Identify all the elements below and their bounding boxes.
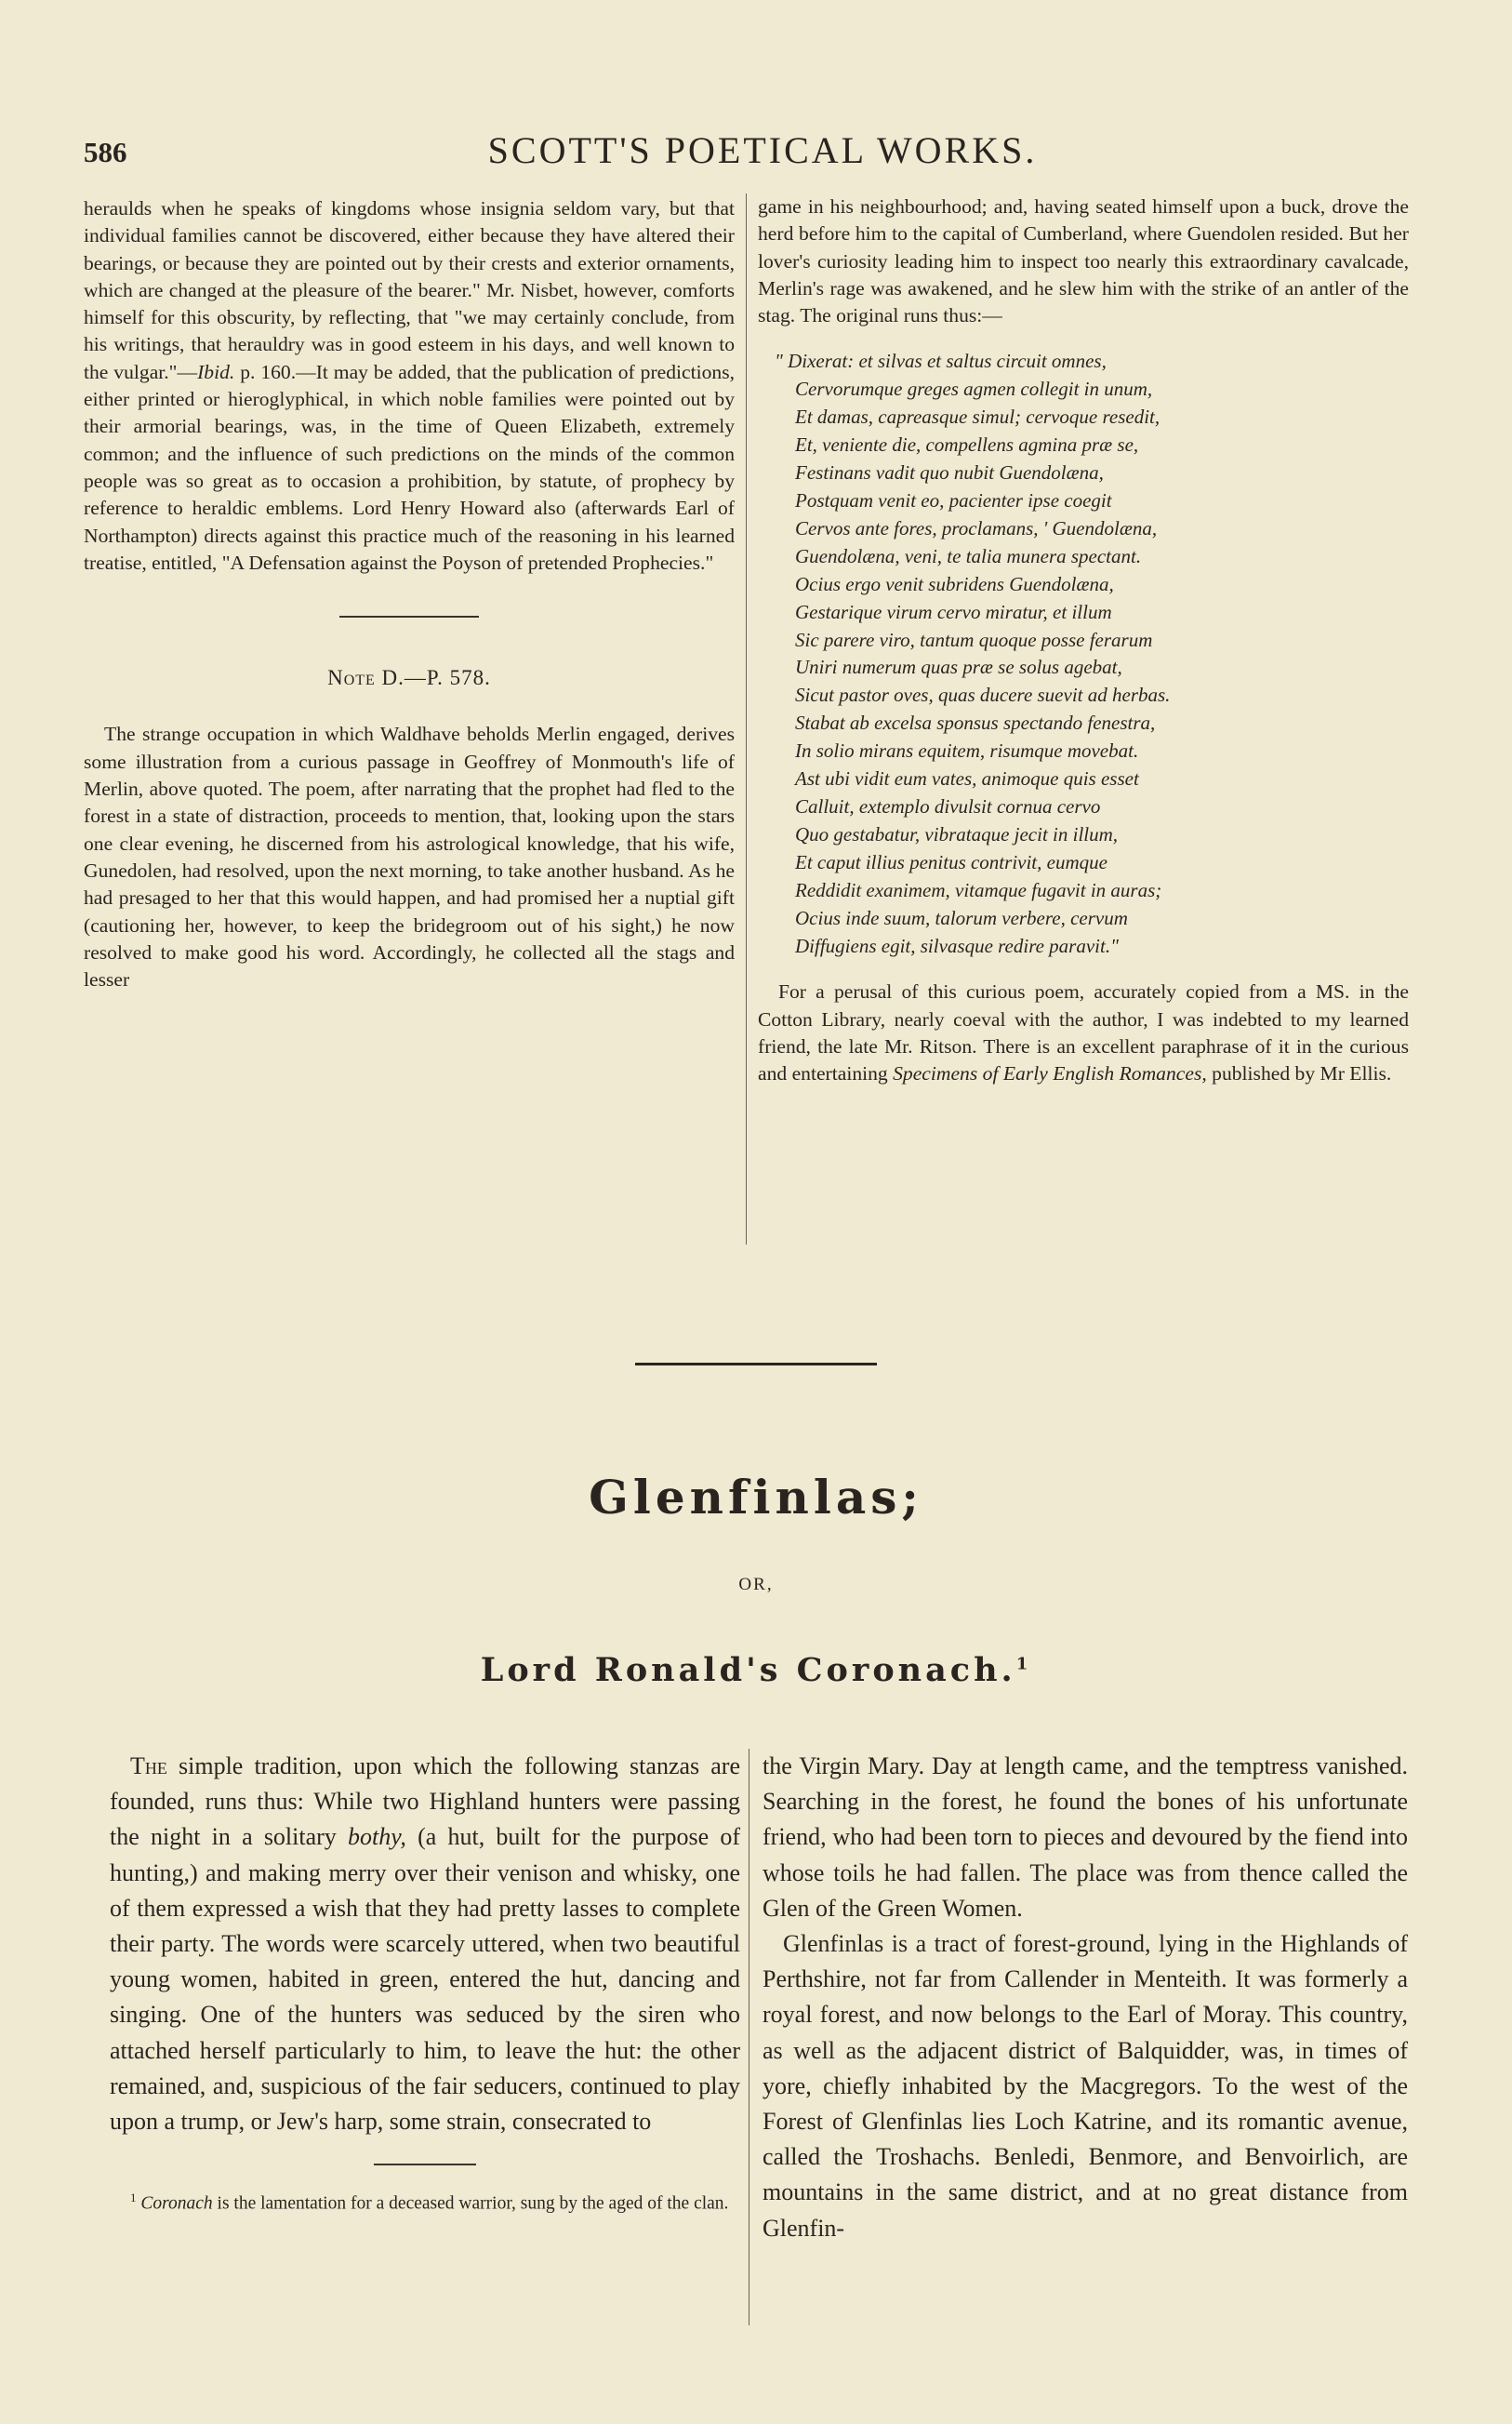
note-paragraph: The strange occupation in which Waldhave beholds Merlin engaged, derives some illustration from a curious passage in Geoffrey of Monmouth's life of Merlin, above quoted. The poem, after narrating that the prophet had fled to the forest in a state of distraction, proceeds to mention, that, looking upon the stars one clear evening, he discerned from his astrological knowledge, that his wife, Gunedolen, had resolved, upon the next morning, to take another husband. As he had presaged to her that this would happen, and had promised her a nuptial gift (cautioning her, however, to keep the bridegroom out of his sight,) he now resolved to make good his word. Accordingly, he collected all the stags and lesser [84, 723, 735, 992]
intro-paragraph: Glenfinlas is a tract of forest-ground, lying in the Highlands of Perthshire, not far from Callender in Menteith. It was formerly a royal forest, and now belongs to the Earl of Moray. This country, as well as the adjacent district of Balquidder, was, in times of yore, chiefly inhabited by the Macgregors. To the west of the Forest of Glenfinlas lies Loch Katrine, and its romantic avenue, called the Troshachs. Benledi, Benmore, and Benvoirlich, are mountains in the same district, and at no great distance from Glenfin- [763, 1930, 1408, 2242]
latin-verse-line: Sic parere viro, tantum quoque posse ferarum [795, 628, 1153, 651]
latin-verse-line: Calluit, extemplo divulsit cornua cervo [795, 794, 1101, 818]
section-rule [339, 616, 479, 618]
latin-verse-line: Cervos ante fores, proclamans, ' Guendolæna, [795, 516, 1158, 539]
ibid-reference: Ibid. [197, 360, 235, 383]
italic-term: bothy, [348, 1823, 406, 1851]
latin-verse-line: In solio mirans equitem, risumque movebat. [795, 739, 1139, 763]
latin-verse-line: Et, veniente die, compellens agmina præ se, [795, 433, 1139, 457]
book-title: Specimens of Early English Romances, [893, 1062, 1207, 1085]
note-heading [84, 664, 735, 691]
column-divider [746, 193, 747, 1245]
footnote-number: 1 [130, 2191, 137, 2205]
note-paragraph [758, 979, 1409, 1087]
latin-verse-line: Uniri numerum quas præ se solus agebat, [795, 656, 1122, 679]
poem-title: Glenfinlas; [589, 1470, 923, 1525]
latin-verse-line: Quo gestabatur, vibrataque jecit in illum, [795, 822, 1119, 846]
footnote-marker: 1 [1015, 1654, 1032, 1674]
poem-subtitle [0, 1651, 1512, 1689]
note-text: For a perusal of this curious poem, accurately copied from a MS. in the Cotton Library, nearly coeval with the author, I was indebted to my learned friend, the late Mr. Ritson. There is an excellent paraphrase of it in the curious and entertaining [758, 980, 1409, 1085]
latin-verse-line: Et caput illius penitus contrivit, eumque [795, 850, 1107, 873]
page-header [84, 128, 1441, 184]
latin-verse-line: Guendolæna, veni, te talia munera spectant. [795, 544, 1142, 567]
running-title: SCOTT'S POETICAL WORKS. [487, 129, 1038, 171]
subtitle-text: Lord Ronald's Coronach. [480, 1651, 1016, 1689]
note-text: published by Mr Ellis. [1206, 1062, 1392, 1085]
intro-right-column [763, 1749, 1408, 2246]
footnote-term: Coronach [140, 2193, 213, 2214]
note-text: p. 160.—It may be added, that the publication of predictions, either printed or hieroglyphical, in which noble families were pointed out by their armorial bearings, was, in the time of Queen Elizabeth, extremely common; and the influence of such predictions on the minds of the common people was so great as to occasion a prohibition, by statute, of prophecy by reference to heraldic emblems. Lord Henry Howard also (afterwards Earl of Northampton) directs against this practice much of the reasoning in his learned treatise, entitled, "A Defensation against the Poyson of pretended Prophecies." [84, 360, 735, 574]
latin-verse-line: " Dixerat: et silvas et saltus circuit omnes, [775, 350, 1107, 373]
latin-verse-line: Ocius inde suum, talorum verbere, cervum [795, 906, 1128, 929]
notes-left-column [84, 195, 735, 993]
latin-verse-line: Sicut pastor oves, quas ducere suevit ad herbas. [795, 684, 1171, 707]
latin-verse-line: Et damas, capreasque simul; cervoque resedit, [795, 406, 1161, 429]
note-paragraph: game in his neighbourhood; and, having seated himself upon a buck, drove the herd before him to the capital of Cumberland, where Guendolen resided. But her lover's curiosity leading him to inspect too nearly this extraordinary cavalcade, Merlin's rage was awakened, and he slew him with the strike of an antler of the stag. The original runs thus:— [758, 195, 1409, 327]
intro-paragraph [110, 1749, 740, 2139]
note-heading-label: Note [327, 666, 376, 690]
footnote-rule [374, 2164, 476, 2165]
latin-verse-line: Reddidit exanimem, vitamque fugavit in auras; [795, 878, 1162, 901]
note-paragraph [84, 195, 735, 577]
intro-paragraph: the Virgin Mary. Day at length came, and the temptress vanished. Searching in the forest, he found the bones of his unfortunate friend, who had been torn to pieces and devoured by the fiend into whose toils he had fallen. The place was from thence called the Glen of the Green Women. [763, 1752, 1408, 1922]
section-rule [635, 1363, 877, 1365]
latin-verse-line: Stabat ab excelsa sponsus spectando fenestra, [795, 712, 1156, 735]
footnote-text: is the lamentation for a deceased warrior, sung by the aged of the clan. [212, 2193, 729, 2214]
latin-verse-line: Postquam venit eo, pacienter ipse coegit [795, 489, 1112, 513]
footnote [110, 2184, 740, 2218]
intro-left-column [110, 1749, 740, 2218]
note-heading-ref: D.—P. 578. [381, 666, 491, 690]
latin-verse-line: Ast ubi vidit eum vates, animoque quis esset [795, 767, 1139, 791]
intro-text: (a hut, built for the purpose of hunting,) and making merry over their venison and whisky, one of them expressed a wish that they had pretty lasses to complete their party. The words were scarcely uttered, when two beautiful young women, habited in green, entered the hut, dancing and singing. One of the hunters was seduced by the siren who attached herself particularly to him, to leave the hut: the other remained, and, suspicious of the fair seducers, continued to play upon a trump, or Jew's harp, some strain, consecrated to [110, 1823, 740, 2136]
first-word: The [130, 1752, 167, 1779]
latin-verse-line: Cervorumque greges agmen collegit in unum, [795, 378, 1153, 401]
note-text: heraulds when he speaks of kingdoms whose insignia seldom vary, but that individual families cannot be discovered, either because they have altered their bearings, or because they are pointed out by their crests and exterior ornaments, which are changed at the pleasure of the bearer." Mr. Nisbet, however, comforts himself for this obscurity, by reflecting, that "we may certainly conclude, from his writings, that herauldry was in good esteem in his days, and well known to the vulgar."— [84, 197, 735, 383]
page-number: 586 [84, 136, 127, 168]
latin-verse-line: Diffugiens egit, silvasque redire paravit." [795, 934, 1119, 957]
intro-text: simple tradition, upon which the following stanzas are founded, runs thus: While two Highland hunters were passing the night in a solitary [110, 1752, 740, 1851]
notes-right-column [758, 193, 1409, 1088]
latin-verse-line: Festinans vadit quo nubit Guendolæna, [795, 461, 1104, 485]
latin-quotation [775, 348, 1409, 960]
latin-verse-line: Gestarique virum cervo miratur, et illum [795, 600, 1112, 623]
latin-verse-line: Ocius ergo venit subridens Guendolæna, [795, 572, 1114, 595]
title-or: OR, [738, 1575, 774, 1594]
